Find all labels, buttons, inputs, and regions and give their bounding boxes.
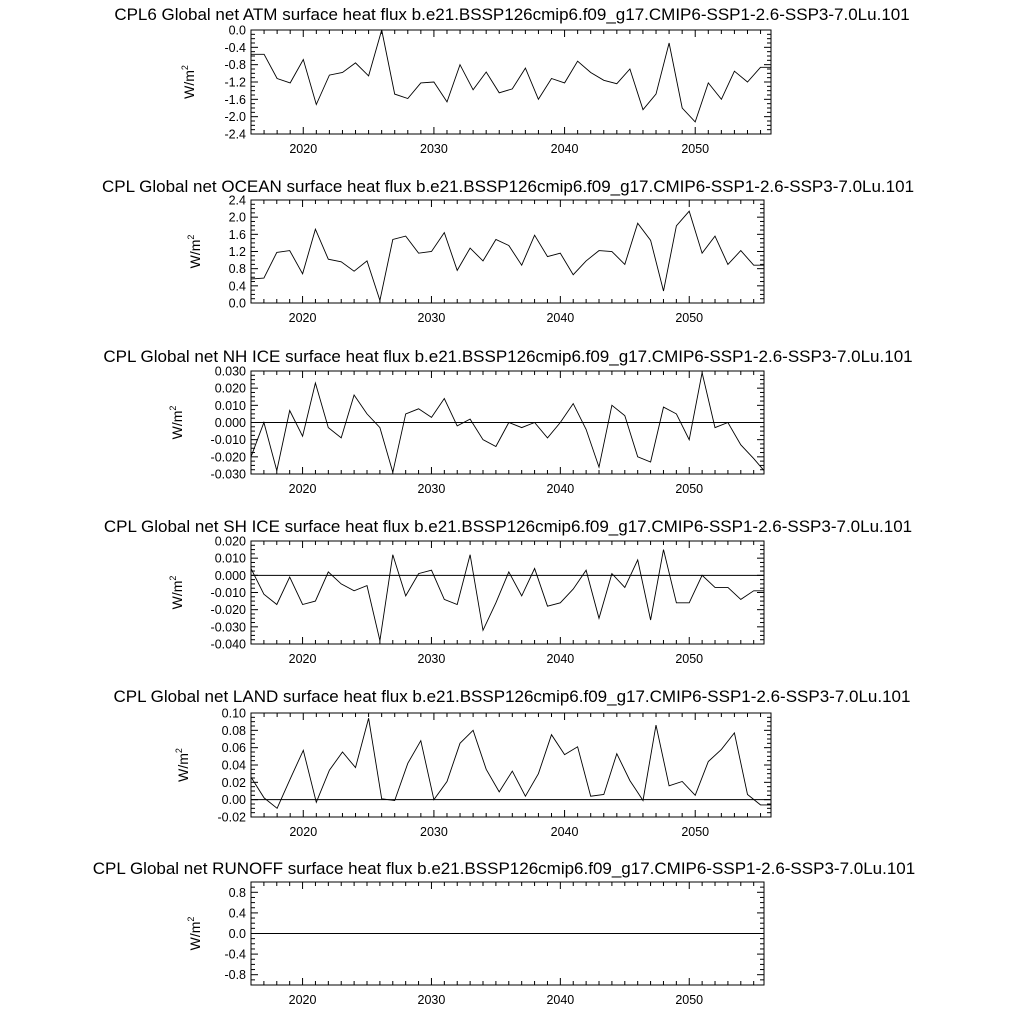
y-axis-label-base: W/m	[169, 580, 185, 610]
y-tick-label: 0.0	[228, 927, 246, 941]
x-tick-label: 2040	[546, 311, 575, 325]
x-tick-label: 2030	[417, 311, 446, 325]
y-axis-label-superscript: 2	[180, 65, 190, 71]
y-axis-label-superscript: 2	[174, 748, 184, 754]
chart-title: CPL6 Global net ATM surface heat flux b.e21.BSSP126cmip6.f09_g17.CMIP6-SSP1-2.6-SSP3-7.0Lu.101	[114, 5, 910, 24]
x-tick-label: 2020	[289, 825, 318, 839]
y-axis-label-superscript: 2	[168, 405, 178, 411]
y-tick-label: 0.4	[228, 279, 246, 294]
x-tick-label: 2030	[417, 652, 446, 666]
y-tick-label: -1.2	[224, 75, 246, 90]
y-axis-label	[174, 748, 191, 782]
y-tick-label: 0.08	[221, 723, 246, 738]
plot-frame	[251, 200, 764, 303]
y-axis-label-superscript: 2	[186, 916, 196, 922]
y-tick-label: -2.4	[224, 127, 246, 142]
y-tick-label: 0.02	[221, 775, 246, 790]
y-tick-label: 1.2	[228, 245, 246, 259]
y-tick-label: 0.010	[214, 551, 246, 566]
y-tick-label: 2.0	[228, 210, 246, 225]
plot-frame	[251, 541, 764, 644]
chart-title: CPL Global net RUNOFF surface heat flux b.e21.BSSP126cmip6.f09_g17.CMIP6-SSP1-2.6-SSP3-7.0Lu.101	[92, 859, 916, 878]
x-tick-label: 2040	[550, 825, 579, 839]
x-tick-label: 2050	[681, 825, 710, 839]
y-tick-label: 0.10	[221, 706, 246, 721]
x-tick-label: 2040	[546, 482, 575, 496]
y-tick-label: 0.000	[214, 416, 246, 430]
y-axis-label-superscript: 2	[186, 234, 196, 240]
y-axis-label-superscript: 2	[168, 575, 178, 581]
y-axis-label-base: W/m	[187, 239, 203, 269]
chart-panel	[103, 347, 912, 496]
x-tick-label: 2020	[288, 652, 317, 666]
y-tick-label: 2.4	[228, 193, 246, 208]
y-tick-label: 0.020	[214, 381, 246, 396]
chart-title: CPL Global net OCEAN surface heat flux b.e21.BSSP126cmip6.f09_g17.CMIP6-SSP1-2.6-SSP3-7.0Lu.101	[101, 177, 915, 196]
x-tick-label: 2030	[420, 825, 448, 839]
series-line	[251, 30, 771, 122]
y-tick-label: 0.030	[214, 364, 246, 379]
x-tick-label: 2030	[417, 993, 446, 1007]
y-tick-label: 0.00	[221, 793, 246, 808]
y-axis-label	[186, 917, 203, 951]
chart-title: CPL Global net LAND surface heat flux b.e21.BSSP126cmip6.f09_g17.CMIP6-SSP1-2.6-SSP3-7.0Lu.101	[113, 687, 911, 706]
y-tick-label: 1.6	[228, 227, 246, 242]
y-axis-label	[168, 406, 185, 440]
y-tick-label: 0.8	[228, 262, 246, 277]
x-tick-label: 2040	[546, 993, 575, 1007]
chart-title: CPL Global net SH ICE surface heat flux b.e21.BSSP126cmip6.f09_g17.CMIP6-SSP1-2.6-SSP3-7.0Lu.101	[103, 517, 913, 536]
x-tick-label: 2020	[288, 482, 317, 496]
y-tick-label: -0.020	[210, 450, 246, 465]
series-line	[251, 718, 771, 808]
x-tick-label: 2020	[289, 142, 318, 156]
y-tick-label: -0.4	[224, 947, 246, 962]
x-tick-label: 2050	[675, 652, 704, 666]
x-tick-label: 2030	[417, 482, 446, 496]
y-tick-label: 0.04	[221, 758, 246, 773]
y-tick-label: -0.8	[224, 58, 246, 73]
y-tick-label: -2.0	[224, 110, 246, 125]
y-axis-label-base: W/m	[175, 753, 191, 782]
y-tick-label: 0.06	[221, 741, 246, 756]
y-axis-label-base: W/m	[187, 921, 203, 951]
plot-frame	[251, 713, 771, 817]
series-line	[251, 550, 764, 641]
y-axis-label	[186, 235, 203, 269]
chart-title: CPL Global net NH ICE surface heat flux b.e21.BSSP126cmip6.f09_g17.CMIP6-SSP1-2.6-SSP3-7.0Lu.101	[103, 347, 913, 366]
y-tick-label: -0.010	[210, 433, 246, 448]
plot-frame	[251, 30, 771, 134]
x-tick-label: 2050	[675, 482, 704, 496]
y-tick-label: 0.0	[228, 296, 246, 311]
x-tick-label: 2040	[546, 652, 575, 666]
y-tick-label: 0.020	[214, 534, 246, 549]
y-axis-label-base: W/m	[169, 410, 185, 440]
y-tick-label: -0.040	[210, 637, 246, 652]
x-tick-label: 2040	[550, 142, 579, 156]
y-tick-label: 0.4	[228, 906, 246, 921]
y-tick-label: 0.0	[228, 23, 246, 38]
x-tick-label: 2050	[681, 142, 710, 156]
y-tick-label: -0.8	[224, 968, 246, 983]
y-tick-label: -0.030	[210, 467, 246, 482]
chart-panel	[114, 5, 909, 156]
x-tick-label: 2030	[420, 142, 448, 156]
x-tick-label: 2050	[675, 993, 704, 1007]
chart-panel	[114, 687, 911, 839]
y-tick-label: -0.020	[210, 603, 246, 618]
y-axis-label-base: W/m	[181, 70, 197, 99]
chart-panel	[102, 177, 914, 325]
x-tick-label: 2020	[288, 993, 317, 1007]
chart-panel	[93, 859, 915, 1007]
y-tick-label: 0.000	[214, 568, 246, 583]
x-tick-label: 2050	[675, 311, 704, 325]
x-tick-label: 2020	[288, 311, 317, 325]
series-line	[251, 211, 764, 300]
y-tick-label: -0.02	[217, 810, 246, 825]
y-tick-label: -0.010	[210, 586, 246, 600]
y-tick-label: -0.030	[210, 620, 246, 635]
y-tick-label: -1.6	[224, 92, 246, 107]
y-tick-label: 0.8	[228, 885, 246, 900]
y-axis-label	[168, 576, 185, 610]
y-tick-label: -0.4	[224, 40, 246, 55]
y-axis-label	[180, 65, 197, 99]
y-tick-label: 0.010	[214, 398, 246, 413]
chart-panel	[104, 517, 912, 666]
